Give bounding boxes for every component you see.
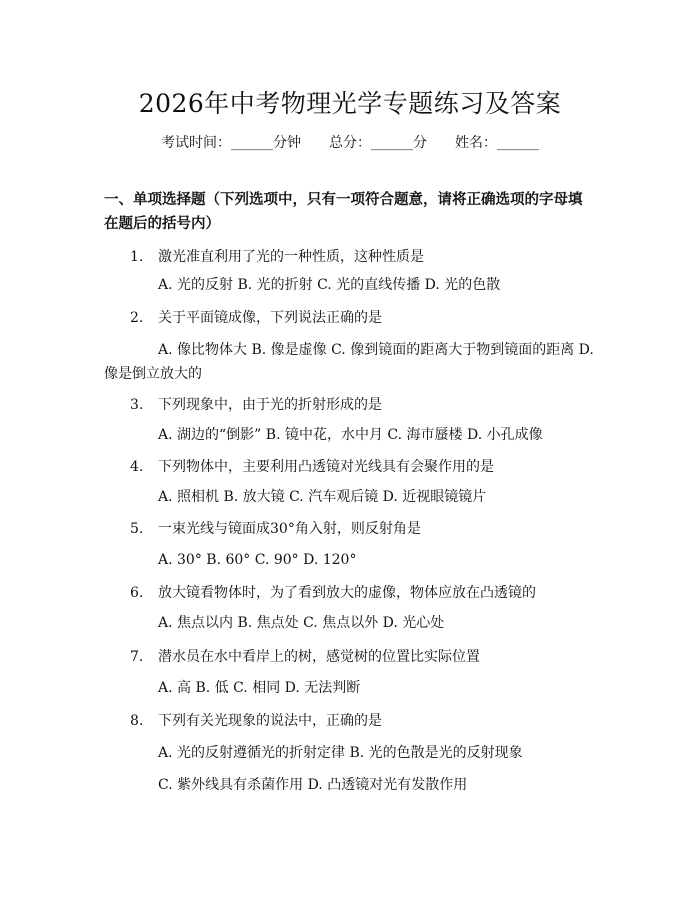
question-options: [104, 273, 594, 297]
question-options: [104, 423, 594, 447]
options-text: A. 高 B. 低 C. 相同 D. 无法判断: [158, 680, 361, 696]
question-options: [104, 773, 594, 797]
options-text: A. 光的反射 B. 光的折射 C. 光的直线传播 D. 光的色散: [158, 277, 501, 293]
question-options: [104, 338, 594, 386]
question-text: 下列有关光现象的说法中，正确的是: [158, 713, 382, 729]
question-number: 3.: [130, 397, 144, 413]
total-score-field: 总分：______分: [329, 135, 427, 151]
question-options: [104, 676, 594, 700]
question-number: 7.: [130, 649, 144, 665]
options-text: A. 湖边的“倒影” B. 镜中花，水中月 C. 海市蜃楼 D. 小孔成像: [158, 427, 543, 443]
question-text: 下列物体中，主要利用凸透镜对光线具有会聚作用的是: [158, 459, 494, 475]
options-text: A. 照相机 B. 放大镜 C. 汽车观后镜 D. 近视眼镜镜片: [158, 489, 487, 505]
section-heading: 一、单项选择题（下列选项中，只有一项符合题意，请将正确选项的字母填在题后的括号内）: [104, 192, 583, 232]
options-text: C. 紫外线具有杀菌作用 D. 凸透镜对光有发散作用: [158, 777, 468, 793]
question-text: 下列现象中，由于光的折射形成的是: [158, 397, 382, 413]
question-text: 激光准直利用了光的一种性质，这种性质是: [158, 249, 424, 265]
question-text: 关于平面镜成像，下列说法正确的是: [158, 310, 382, 326]
question-number: 5.: [130, 521, 144, 537]
question-options: [104, 611, 594, 635]
question-number: 2.: [130, 310, 144, 326]
question-number: 6.: [130, 585, 144, 601]
question-options: [104, 485, 594, 509]
question-options: [104, 548, 594, 572]
student-name-field: 姓名：______: [455, 135, 539, 151]
question-number: 8.: [130, 713, 144, 729]
question-text: 潜水员在水中看岸上的树，感觉树的位置比实际位置: [158, 649, 480, 665]
options-text: A. 焦点以内 B. 焦点处 C. 焦点以外 D. 光心处: [158, 615, 445, 631]
question-options: [104, 741, 594, 765]
options-text: A. 像比物体大 B. 像是虚像 C. 像到镜面的距离大于物到镜面的距离 D. 像是倒立放大的: [104, 342, 594, 382]
exam-info-line: [0, 132, 700, 152]
question-number: 1.: [130, 249, 144, 265]
question-text: 一束光线与镜面成30°角入射，则反射角是: [158, 521, 421, 537]
options-text: A. 30° B. 60° C. 90° D. 120°: [158, 552, 357, 568]
page-title: 2026年中考物理光学专题练习及答案: [138, 89, 562, 118]
exam-time-field: 考试时间：______分钟: [161, 135, 301, 151]
question-number: 4.: [130, 459, 144, 475]
question-text: 放大镜看物体时，为了看到放大的虚像，物体应放在凸透镜的: [158, 585, 536, 601]
options-text: A. 光的反射遵循光的折射定律 B. 光的色散是光的反射现象: [158, 745, 523, 761]
